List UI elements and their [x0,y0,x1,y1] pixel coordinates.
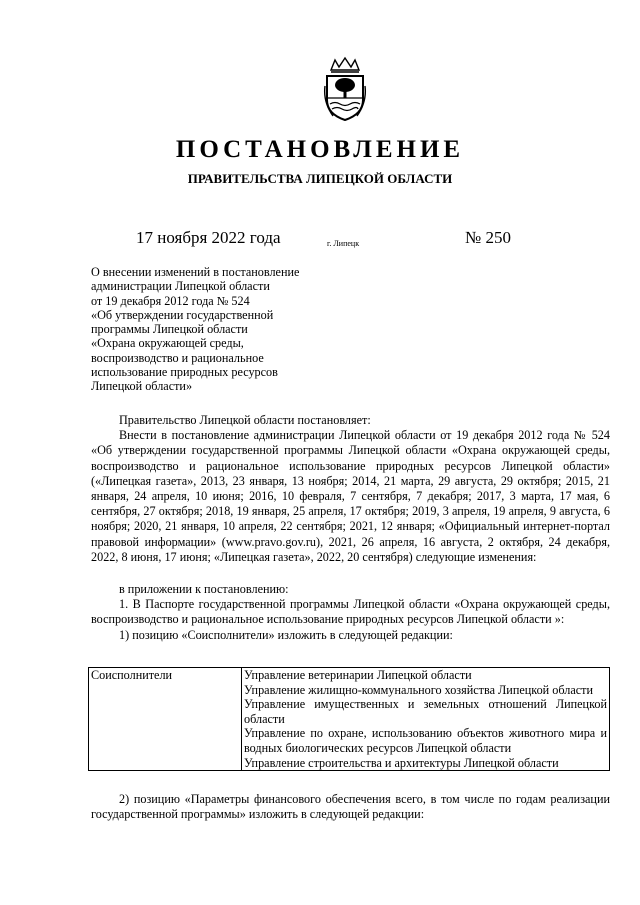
appendix-section [91,582,610,643]
subject-line: «Охрана окружающей среды, [91,336,244,351]
subject-line: от 19 декабря 2012 года № 524 [91,293,250,308]
appendix-intro: в приложении к постановлению: [119,582,289,596]
subject-line: «Об утверждении государственной [91,307,274,322]
subject-line: программы Липецкой области [91,322,248,337]
financing-section [91,792,610,822]
coat-of-arms-icon [323,56,367,122]
document-title: ПОСТАНОВЛЕНИЕ [175,136,465,163]
subject-line: воспроизводство и рациональное [91,350,264,365]
document-number: № 250 [465,228,511,247]
document-subject [91,265,331,394]
document-subtitle: ПРАВИТЕЛЬСТВА ЛИПЕЦКОЙ ОБЛАСТИ [187,171,453,186]
coexecutors-paragraph: 1) позицию «Соисполнители» изложить в следующей редакции: [119,627,453,642]
document-city: г. Липецк [327,239,360,248]
table-entry: Управление жилищно-коммунального хозяйства Липецкой области [244,682,593,697]
table-value-cell [242,668,610,771]
subject-line: Липецкой области» [91,379,193,394]
financing-paragraph: 2) позицию «Параметры финансового обеспечения всего, в том числе по годам реализации государственной программы» изложить в следующей редакции: [91,792,610,822]
amendment-paragraph: Внести в постановление администрации Липецкой области от 19 декабря 2012 года № 524 «Об утверждении государственной программы Липецкой области «Охрана окружающей среды, воспроизводство и рациональное использование природных ресурсов Липецкой области» («Липецкая газета», 2013, 23 января, 13 ноября; 2014, 21 марта, 29 августа, 29 октября; 2015, 21 января, 24 апреля, 10 июня; 2016, 10 февраля, 7 сентября, 7 декабря; 2017, 3 марта, 17 мая, 6 сентября, 27 октября; 2018, 19 января, 25 апреля, 17 октября; 2019, 3 апреля, 19 апреля, 9 августа, 6 ноября; 2020, 21 января, 10 апреля, 22 сентября; 2021, 12 января; «Официальный интернет-портал правовой информации» (www.pravo.gov.ru), 2021, 26 апреля, 16 августа, 2 октября, 24 декабря, 2022, 8 июня, 17 июня; «Липецкая газета», 2022, 20 сентября) следующие изменения: [91,428,610,564]
subject-line: использование природных ресурсов [91,365,278,380]
table-entry: Управление ветеринарии Липецкой области [244,668,472,682]
subject-line: О внесении изменений в постановление [91,265,300,279]
resolution-body [91,413,610,565]
preamble-paragraph: Правительство Липецкой области постановляет: [119,413,371,427]
table-entry: Управление строительства и архитектуры Липецкой области [244,755,559,770]
subject-line: администрации Липецкой области [91,279,270,294]
table-row [89,668,610,771]
passport-paragraph: 1. В Паспорте государственной программы Липецкой области «Охрана окружающей среды, воспроизводство и рациональное использование природных ресурсов Липецкой области »: [91,597,610,627]
table-label-cell: Соисполнители [89,668,242,771]
coexecutors-table [88,667,610,771]
table-entry: Управление имущественных и земельных отношений Липецкой области [244,697,607,726]
document-date: 17 ноября 2022 года [136,228,281,247]
table-entry: Управление по охране, использованию объектов животного мира и водных биологических ресурсов Липецкой области [244,726,607,755]
